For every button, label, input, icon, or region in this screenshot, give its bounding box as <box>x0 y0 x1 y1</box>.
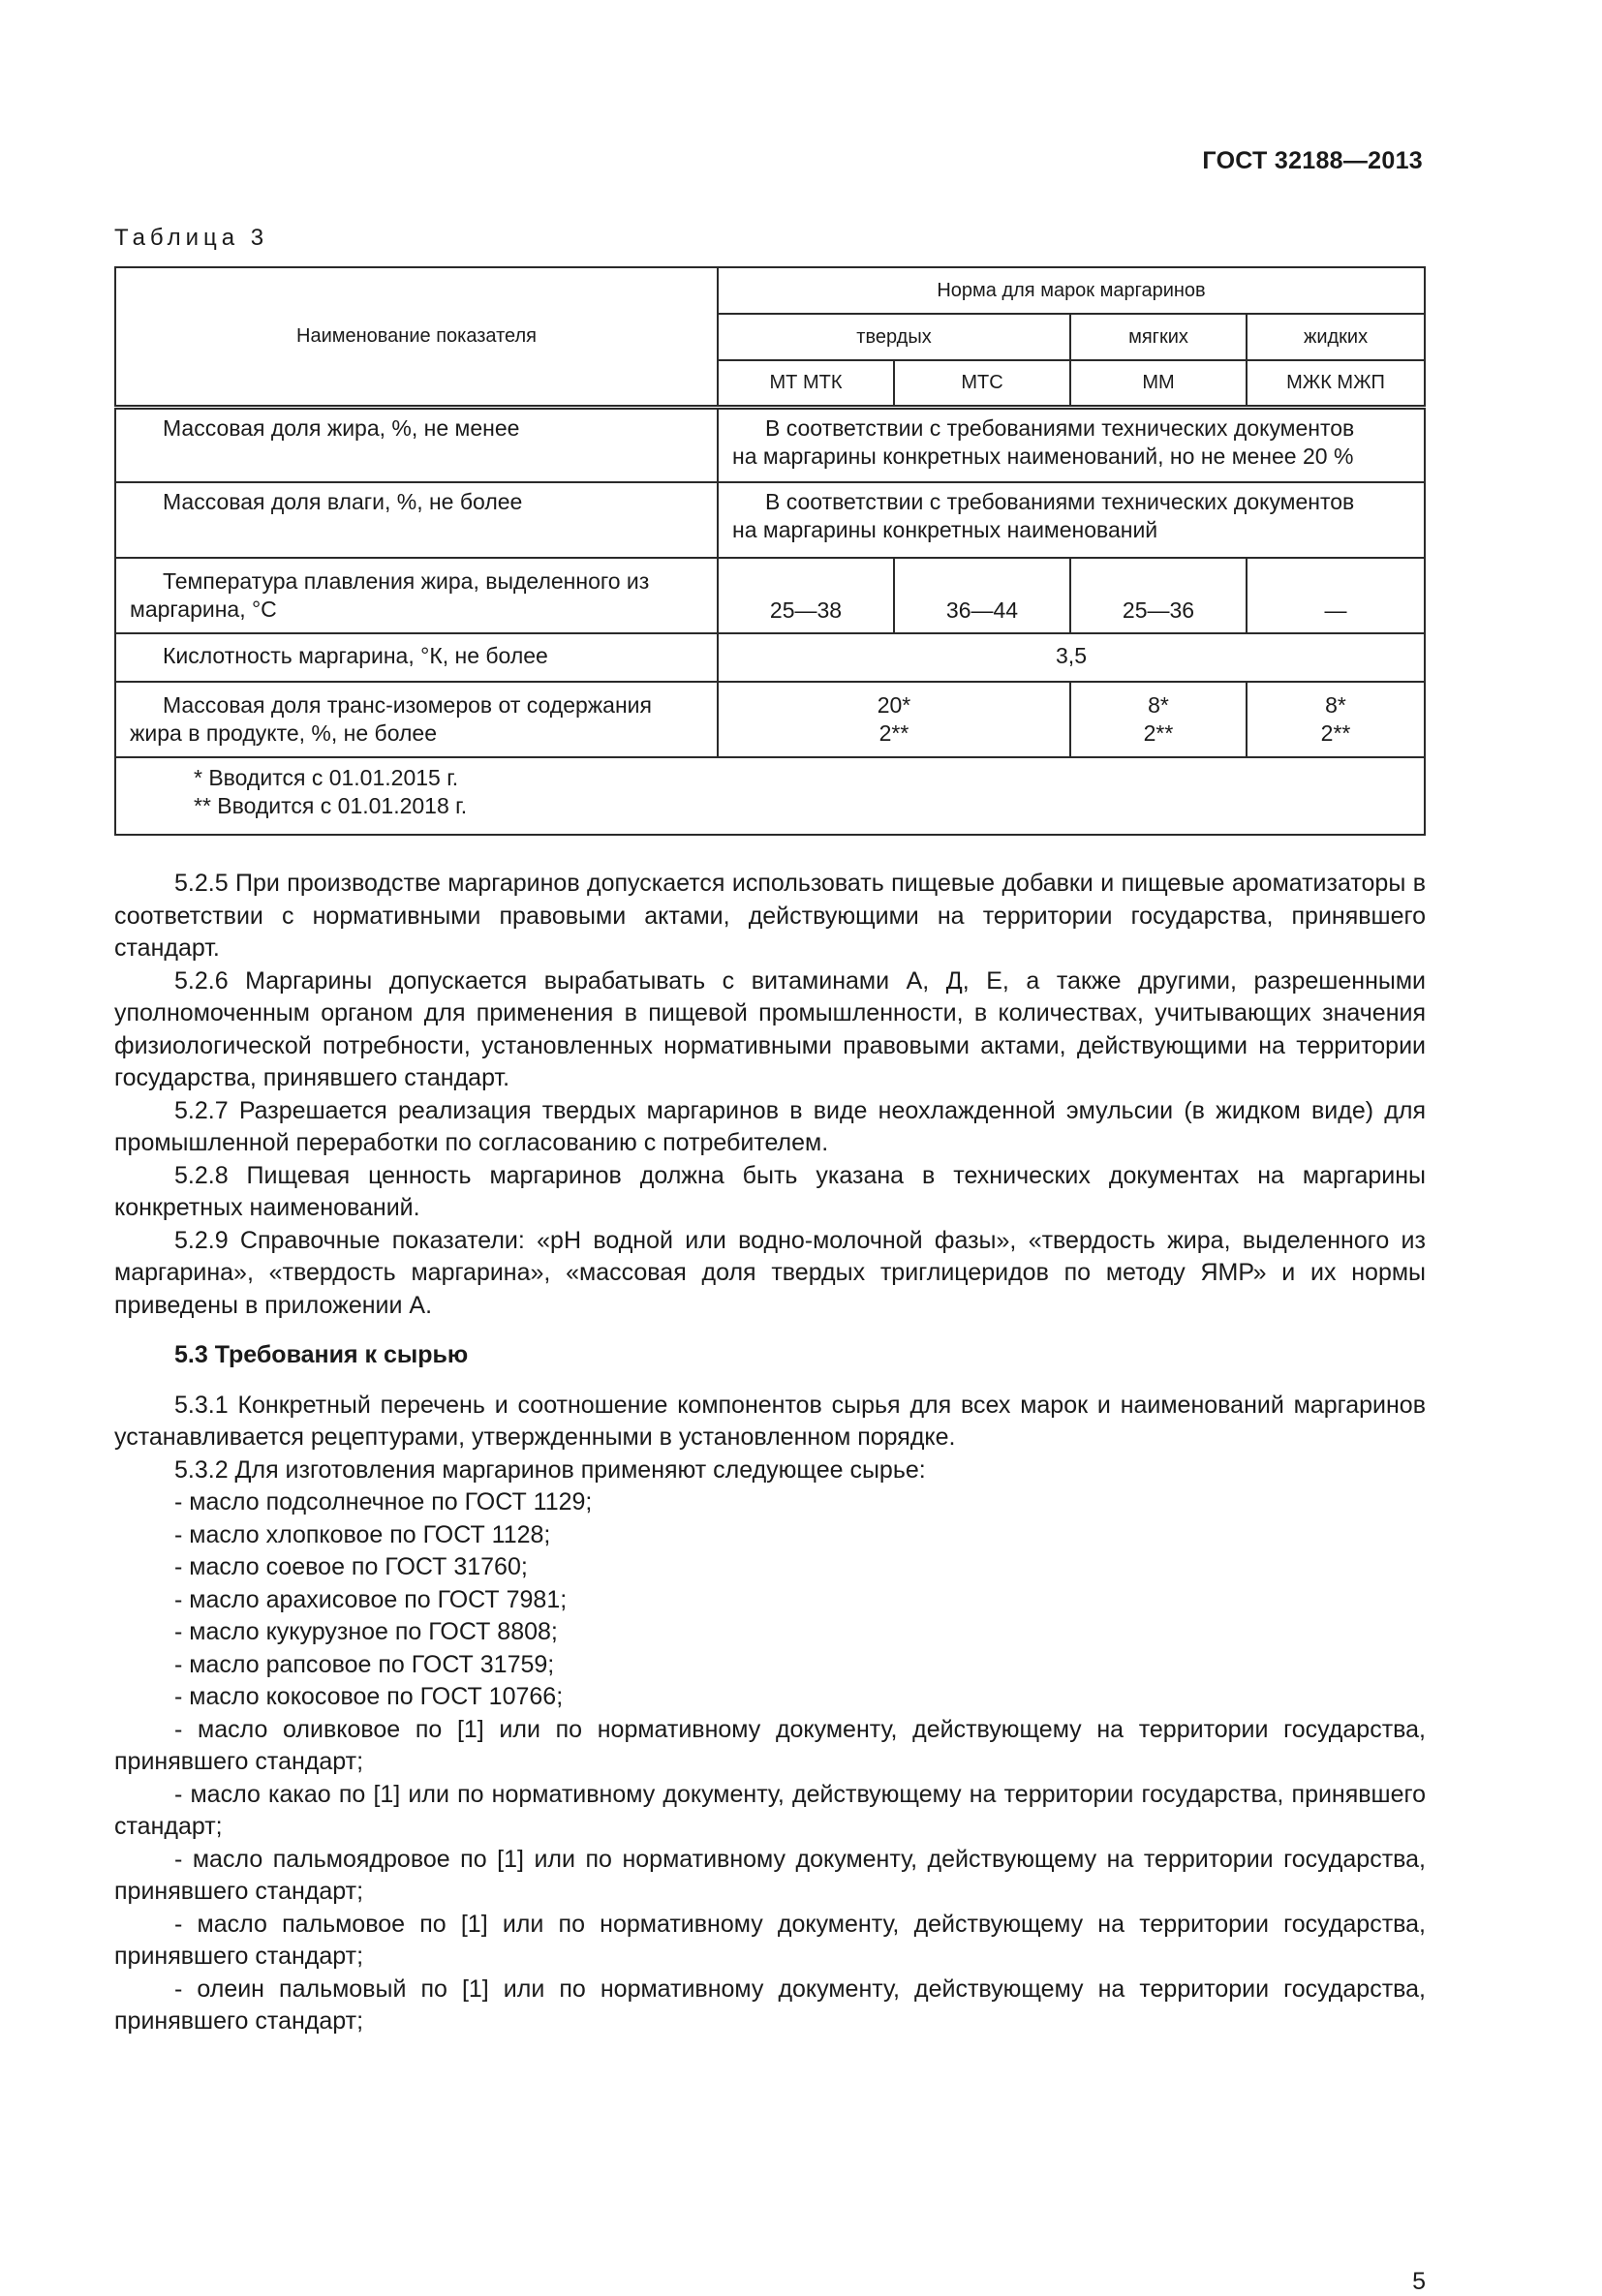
table-note: * Вводится с 01.01.2015 г. <box>194 765 459 790</box>
row-name <box>115 682 718 757</box>
list-item: - масло рапсовое по ГОСТ 31759; <box>174 1650 555 1678</box>
row-value-line: 2** <box>1143 720 1174 746</box>
paragraph-5-2-7: 5.2.7 Разрешается реализация твердых маргаринов в виде неохлажденной эмульсии (в жидком виде) для промышленной переработки по согласованию с потребителем. <box>114 1096 1426 1156</box>
row-value-line: 8* <box>1325 692 1346 718</box>
paragraph-5-2-5: 5.2.5 При производстве маргаринов допускается использовать пищевые добавки и пищевые ароматизаторы в соответствии с нормативными правовыми актами, действующими на территории государства, принявшего стандарт. <box>114 870 1426 962</box>
row-value-line: 20* <box>877 692 911 718</box>
document-number: ГОСТ 32188—2013 <box>1202 147 1423 174</box>
section-heading-5-3: 5.3 Требования к сырью <box>174 1341 469 1368</box>
body-text <box>114 868 1426 2038</box>
table-notes <box>115 757 1425 835</box>
row-name-text: Температура плавления жира, выделенного из <box>163 568 650 594</box>
table-title: Таблица 3 <box>114 225 269 251</box>
row-name-text: Кислотность маргарина, °К, не более <box>163 643 548 668</box>
table-notes-row <box>115 757 1425 835</box>
row-value: 25—38 <box>718 558 894 633</box>
mark-header: МТ МТК <box>718 360 894 407</box>
row-value-line: 2** <box>1320 720 1351 746</box>
column-header-norm: Норма для марок маргаринов <box>718 267 1425 314</box>
row-value <box>718 682 1070 757</box>
list-item: - олеин пальмовый по [1] или по нормативному документу, действующему на территории государства, принявшего стандарт; <box>114 1975 1426 2035</box>
row-name-text: Массовая доля транс-изомеров от содержания <box>163 692 652 718</box>
list-item: - масло какао по [1] или по нормативному документу, действующему на территории государства, принявшего стандарт; <box>114 1780 1426 1840</box>
row-value-span <box>718 482 1425 558</box>
row-value: 25—36 <box>1070 558 1247 633</box>
list-item: - масло оливковое по [1] или по нормативному документу, действующему на территории государства, принявшего стандарт; <box>114 1715 1426 1775</box>
list-item: - масло кокосовое по ГОСТ 10766; <box>174 1683 564 1710</box>
list-item: - масло соевое по ГОСТ 31760; <box>174 1553 528 1580</box>
row-name-text: Массовая доля жира, %, не менее <box>163 414 520 441</box>
row-name <box>115 407 718 482</box>
list-item: - масло пальмоядровое по [1] или по нормативному документу, действующему на территории государства, принявшего стандарт; <box>114 1845 1426 1905</box>
group-header-liquid: жидких <box>1247 314 1425 360</box>
row-name-text: жира в продукте, %, не более <box>130 720 438 746</box>
list-item: - масло пальмовое по [1] или по нормативному документу, действующему на территории государства, принявшего стандарт; <box>114 1910 1426 1970</box>
column-header-indicator: Наименование показателя <box>115 267 718 407</box>
row-value <box>1070 682 1247 757</box>
indicators-table <box>114 266 1426 836</box>
group-header-solid: твердых <box>718 314 1070 360</box>
row-value <box>1247 682 1425 757</box>
table-row <box>115 682 1425 757</box>
row-name-text: Массовая доля влаги, %, не более <box>163 489 523 514</box>
table-row <box>115 558 1425 633</box>
table-row <box>115 633 1425 682</box>
row-name <box>115 633 718 682</box>
row-value: 36—44 <box>894 558 1070 633</box>
page-number: 5 <box>1412 2268 1426 2295</box>
paragraph-5-3-1: 5.3.1 Конкретный перечень и соотношение компонентов сырья для всех марок и наименований маргаринов устанавливается рецептурами, утвержденными в установленном порядке. <box>114 1391 1426 1451</box>
row-value-line: В соответствии с требованиями технических документов <box>765 489 1355 514</box>
row-name <box>115 558 718 633</box>
row-value-line: на маргарины конкретных наименований, но не менее 20 % <box>732 443 1354 469</box>
row-name-text: маргарина, °С <box>130 597 277 622</box>
list-item: - масло арахисовое по ГОСТ 7981; <box>174 1585 568 1613</box>
paragraph-5-2-6: 5.2.6 Маргарины допускается вырабатывать с витаминами А, Д, Е, а также другими, разрешенными уполномоченным органом для применения в пищевой промышленности, в количествах, учитывающих значения физиологической потребности, установленных нормативными правовыми актами, действующими на территории государства, принявшего стандарт. <box>114 966 1426 1091</box>
table-row <box>115 482 1425 558</box>
row-value: — <box>1247 558 1425 633</box>
row-value-line: В соответствии с требованиями технических документов <box>765 414 1355 441</box>
row-value-span <box>718 407 1425 482</box>
row-value-line: 2** <box>878 720 909 746</box>
row-value-line: на маргарины конкретных наименований <box>732 517 1158 542</box>
paragraph-5-3-2: 5.3.2 Для изготовления маргаринов применяют следующее сырье: <box>174 1455 926 1484</box>
paragraph-5-2-8: 5.2.8 Пищевая ценность маргаринов должна быть указана в технических документах на маргарины конкретных наименований. <box>114 1161 1426 1221</box>
group-header-soft: мягких <box>1070 314 1247 360</box>
row-value-line: 8* <box>1148 692 1169 718</box>
mark-header: МЖК МЖП <box>1247 360 1425 407</box>
mark-header: МТС <box>894 360 1070 407</box>
list-item: - масло хлопковое по ГОСТ 1128; <box>174 1520 551 1548</box>
mark-header: ММ <box>1070 360 1247 407</box>
row-value-span: 3,5 <box>718 633 1425 682</box>
paragraph-5-2-9: 5.2.9 Справочные показатели: «рН водной или водно-молочной фазы», «твердость жира, выделенного из маргарина», «твердость маргарина», «массовая доля твердых триглицеридов по методу ЯМР» и их нормы приведены в приложении А. <box>114 1226 1426 1319</box>
table-note: ** Вводится с 01.01.2018 г. <box>194 793 468 818</box>
list-item: - масло подсолнечное по ГОСТ 1129; <box>174 1488 593 1515</box>
list-item: - масло кукурузное по ГОСТ 8808; <box>174 1618 558 1645</box>
row-name <box>115 482 718 558</box>
table-row <box>115 407 1425 482</box>
